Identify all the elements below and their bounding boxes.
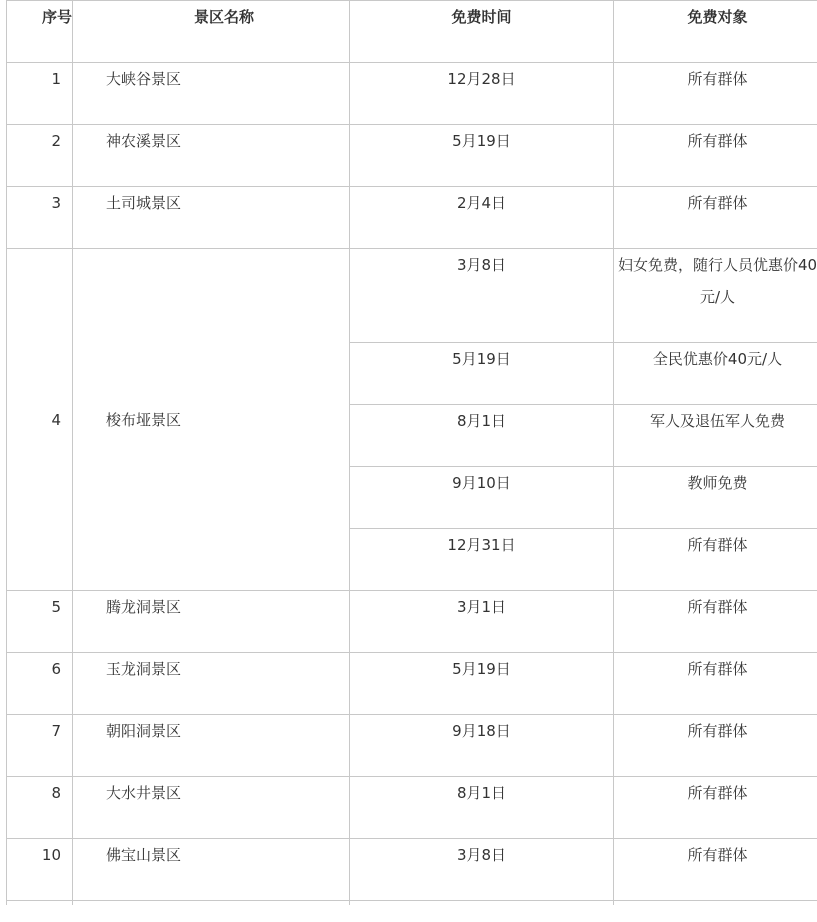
header-name: 景区名称	[73, 1, 350, 63]
cell-time: 9月10日	[350, 467, 614, 529]
cell-name: 朝阳洞景区	[73, 715, 350, 777]
cell-name: 玉龙洞景区	[73, 653, 350, 715]
scenic-free-admission-table	[6, 0, 817, 905]
cell-seq: 10	[7, 839, 73, 901]
cell-empty	[614, 901, 817, 906]
table-row-partial	[7, 901, 817, 906]
cell-target: 教师免费	[614, 467, 817, 529]
cell-seq: 1	[7, 63, 73, 125]
cell-name: 土司城景区	[73, 187, 350, 249]
cell-target: 军人及退伍军人免费	[614, 405, 817, 467]
cell-name: 神农溪景区	[73, 125, 350, 187]
cell-time: 12月31日	[350, 529, 614, 591]
table-row	[7, 187, 817, 249]
cell-empty	[73, 901, 350, 906]
cell-empty	[350, 901, 614, 906]
cell-seq: 6	[7, 653, 73, 715]
cell-target: 所有群体	[614, 125, 817, 187]
table-row	[7, 63, 817, 125]
cell-time: 3月1日	[350, 591, 614, 653]
cell-name: 梭布垭景区	[73, 249, 350, 591]
header-time: 免费时间	[350, 1, 614, 63]
table-row	[7, 715, 817, 777]
table-row	[7, 839, 817, 901]
cell-target: 全民优惠价40元/人	[614, 343, 817, 405]
cell-name: 腾龙洞景区	[73, 591, 350, 653]
table-row	[7, 125, 817, 187]
table-row	[7, 591, 817, 653]
cell-target: 妇女免费，随行人员优惠价40元/人	[614, 249, 817, 343]
header-seq: 序号	[7, 1, 73, 63]
cell-name: 大水井景区	[73, 777, 350, 839]
cell-target: 所有群体	[614, 653, 817, 715]
cell-target: 所有群体	[614, 529, 817, 591]
cell-target: 所有群体	[614, 777, 817, 839]
table-row-group-start	[7, 249, 817, 343]
cell-target: 所有群体	[614, 63, 817, 125]
cell-time: 8月1日	[350, 405, 614, 467]
cell-time: 3月8日	[350, 839, 614, 901]
cell-seq: 7	[7, 715, 73, 777]
header-target: 免费对象	[614, 1, 817, 63]
cell-seq: 8	[7, 777, 73, 839]
cell-target: 所有群体	[614, 839, 817, 901]
cell-time: 9月18日	[350, 715, 614, 777]
cell-time: 12月28日	[350, 63, 614, 125]
cell-target: 所有群体	[614, 591, 817, 653]
cell-seq: 4	[7, 249, 73, 591]
cell-target: 所有群体	[614, 715, 817, 777]
cell-time: 3月8日	[350, 249, 614, 343]
cell-target: 所有群体	[614, 187, 817, 249]
cell-empty	[7, 901, 73, 906]
table-row	[7, 777, 817, 839]
cell-time: 2月4日	[350, 187, 614, 249]
cell-seq: 2	[7, 125, 73, 187]
table-header-row	[7, 1, 817, 63]
table-row	[7, 653, 817, 715]
cell-time: 5月19日	[350, 125, 614, 187]
cell-seq: 5	[7, 591, 73, 653]
cell-name: 大峡谷景区	[73, 63, 350, 125]
cell-time: 8月1日	[350, 777, 614, 839]
cell-time: 5月19日	[350, 343, 614, 405]
cell-seq: 3	[7, 187, 73, 249]
cell-name: 佛宝山景区	[73, 839, 350, 901]
cell-time: 5月19日	[350, 653, 614, 715]
